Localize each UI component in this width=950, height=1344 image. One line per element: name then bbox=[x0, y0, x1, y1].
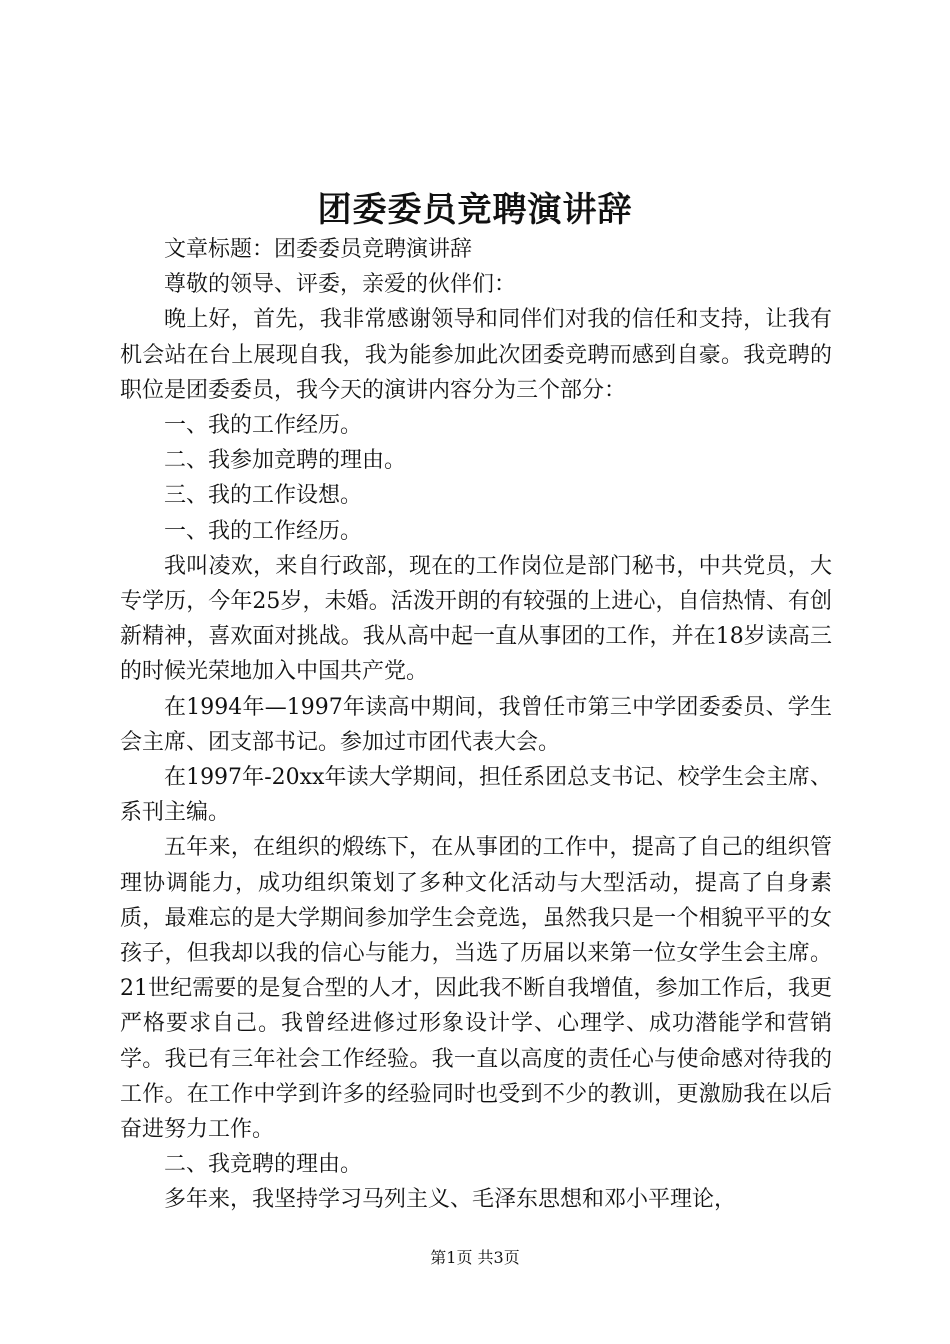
paragraph-university: 在1997年-20xx年读大学期间，担任系团总支书记、校学生会主席、系刊主编。 bbox=[120, 765, 832, 826]
paragraph-high-school: 在1994年—1997年读高中期间，我曾任市第三中学团委委员、学生会主席、团支部书记。参加过市团代表大会。 bbox=[120, 694, 832, 755]
paragraph-salutation: 尊敬的领导、评委，亲爱的伙伴们： bbox=[164, 272, 517, 298]
paragraph-article-title: 文章标题：团委委员竞聘演讲辞 bbox=[164, 237, 473, 262]
page-footer: 第1页 共3页 bbox=[430, 1248, 520, 1267]
paragraph-five-years: 五年来，在组织的煅练下，在从事团的工作中，提高了自己的组织管理协调能力，成功组织策划了多种文化活动与大型活动，提高了自身素质，最难忘的是大学期间参加学生会竞选，虽然我只是一个相貌平平的女孩子，但我却以我的信心与能力，当选了历届以来第一位女学生会主席。21世纪需要的是复合型的人才，因此我不断自我增值，参加工作后，我更严格要求自己。我曾经进修过形象设计学、心理学、成功潜能学和营销学。我已有三年社会工作经验。我一直以高度的责任心与使命感对待我的工作。在工作中学到许多的经验同时也受到不少的教训，更激励我在以后奋进努力工作。 bbox=[120, 835, 832, 1143]
section-heading-reasons: 二、我竞聘的理由。 bbox=[164, 1152, 363, 1178]
document-body bbox=[120, 232, 832, 1218]
paragraph-outline-3: 三、我的工作设想。 bbox=[164, 483, 363, 509]
section-heading-experience: 一、我的工作经历。 bbox=[164, 518, 363, 544]
paragraph-greeting: 晚上好，首先，我非常感谢领导和同伴们对我的信任和支持，让我有机会站在台上展现自我，我为能参加此次团委竞聘而感到自豪。我竞聘的职位是团委委员，我今天的演讲内容分为三个部分： bbox=[120, 307, 832, 403]
document-title: 团委委员竞聘演讲辞 bbox=[317, 190, 633, 230]
paragraph-outline-2: 二、我参加竞聘的理由。 bbox=[164, 448, 407, 474]
paragraph-introduction: 我叫凌欢，来自行政部，现在的工作岗位是部门秘书，中共党员，大专学历，今年25岁，未婚。活泼开朗的有较强的上进心，自信热情、有创新精神，喜欢面对挑战。我从高中起一直从事团的工作，并在18岁读高三的时候光荣地加入中国共产党。 bbox=[120, 553, 832, 685]
paragraph-reasons: 多年来，我坚持学习马列主义、毛泽东思想和邓小平理论， bbox=[164, 1187, 737, 1213]
paragraph-outline-1: 一、我的工作经历。 bbox=[164, 413, 363, 439]
